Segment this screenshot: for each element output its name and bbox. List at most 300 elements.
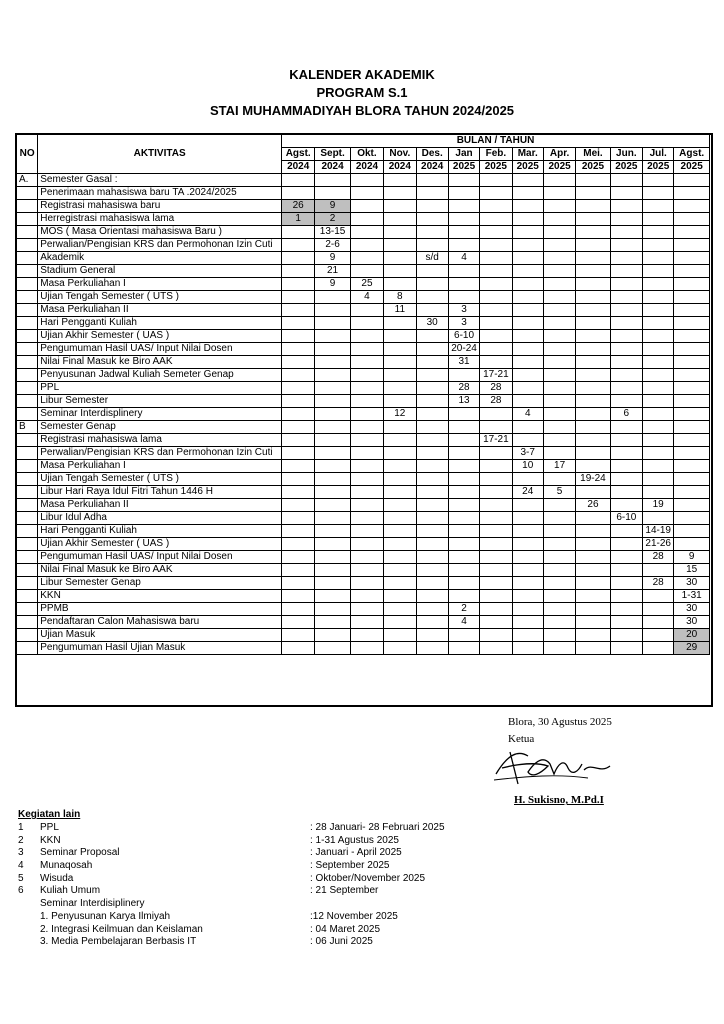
date-cell — [576, 265, 610, 278]
date-cell — [282, 473, 315, 486]
date-cell — [350, 213, 383, 226]
date-cell — [416, 200, 448, 213]
table-row — [17, 291, 710, 304]
table-row — [17, 525, 710, 538]
date-cell: 2-6 — [315, 239, 350, 252]
date-cell — [674, 239, 710, 252]
date-cell: 14-19 — [643, 525, 674, 538]
date-cell: 26 — [576, 499, 610, 512]
year-label: 2025 — [480, 161, 512, 174]
date-cell — [448, 486, 479, 499]
header-no: NO — [17, 135, 38, 174]
date-cell — [384, 473, 416, 486]
date-cell — [576, 460, 610, 473]
month-label: Nov. — [384, 148, 416, 161]
date-cell: 6-10 — [448, 330, 479, 343]
date-cell — [543, 603, 575, 616]
date-cell — [480, 564, 512, 577]
date-cell — [643, 317, 674, 330]
date-cell — [282, 265, 315, 278]
date-cell — [350, 265, 383, 278]
date-cell — [480, 629, 512, 642]
date-cell — [350, 629, 383, 642]
date-cell — [350, 421, 383, 434]
date-cell — [512, 551, 543, 564]
date-cell — [576, 577, 610, 590]
date-cell — [610, 317, 642, 330]
date-cell — [480, 473, 512, 486]
date-cell — [512, 616, 543, 629]
date-cell — [350, 434, 383, 447]
date-cell — [350, 330, 383, 343]
date-cell: 29 — [674, 642, 710, 655]
date-cell — [416, 551, 448, 564]
date-cell — [480, 603, 512, 616]
month-label: Feb. — [480, 148, 512, 161]
date-cell — [282, 460, 315, 473]
table-row — [17, 447, 710, 460]
date-cell — [643, 265, 674, 278]
date-cell: 25 — [350, 278, 383, 291]
date-cell — [282, 252, 315, 265]
date-cell — [282, 603, 315, 616]
date-cell — [416, 434, 448, 447]
date-cell — [448, 421, 479, 434]
date-cell — [480, 590, 512, 603]
year-label: 2025 — [610, 161, 642, 174]
list-item — [18, 910, 398, 924]
date-cell — [282, 239, 315, 252]
list-item — [18, 847, 402, 860]
date-cell — [643, 382, 674, 395]
activity-label: Registrasi mahasiswa lama — [38, 434, 282, 447]
table-row — [17, 551, 710, 564]
date-cell — [480, 616, 512, 629]
row-number — [17, 239, 38, 252]
date-cell — [282, 330, 315, 343]
date-cell — [674, 473, 710, 486]
date-cell — [416, 304, 448, 317]
date-cell — [315, 291, 350, 304]
date-cell — [643, 369, 674, 382]
activity-label: Masa Perkuliahan II — [38, 499, 282, 512]
date-cell — [384, 330, 416, 343]
date-cell — [448, 499, 479, 512]
table-row — [17, 356, 710, 369]
activity-label: Registrasi mahasiswa baru — [38, 200, 282, 213]
activity-label: Masa Perkuliahan II — [38, 304, 282, 317]
date-cell — [543, 538, 575, 551]
date-cell: 4 — [448, 616, 479, 629]
date-cell — [512, 382, 543, 395]
date-cell — [643, 564, 674, 577]
date-cell: 10 — [512, 460, 543, 473]
date-cell: s/d — [416, 252, 448, 265]
date-cell — [282, 577, 315, 590]
date-cell — [350, 486, 383, 499]
date-cell: 9 — [674, 551, 710, 564]
month-label: Jan — [448, 148, 479, 161]
date-cell — [480, 447, 512, 460]
row-number — [17, 187, 38, 200]
date-cell — [643, 460, 674, 473]
date-cell — [416, 538, 448, 551]
date-cell — [674, 174, 710, 187]
date-cell: 2 — [448, 603, 479, 616]
table-row — [17, 187, 710, 200]
date-cell — [543, 369, 575, 382]
date-cell — [643, 486, 674, 499]
table-row — [17, 239, 710, 252]
date-cell — [315, 460, 350, 473]
date-cell — [543, 278, 575, 291]
date-cell — [512, 213, 543, 226]
date-cell — [643, 408, 674, 421]
date-cell — [480, 252, 512, 265]
date-cell: 1-31 — [674, 590, 710, 603]
item-label: Wisuda — [40, 872, 74, 884]
list-item — [18, 936, 373, 949]
date-cell — [384, 187, 416, 200]
date-cell — [610, 200, 642, 213]
table-row — [17, 629, 710, 642]
row-number — [17, 551, 38, 564]
date-cell — [512, 291, 543, 304]
item-value: : Januari - April 2025 — [310, 847, 402, 859]
date-cell — [610, 577, 642, 590]
date-cell — [576, 291, 610, 304]
row-number — [17, 486, 38, 499]
date-cell — [480, 538, 512, 551]
date-cell — [416, 278, 448, 291]
row-number — [17, 616, 38, 629]
date-cell — [610, 603, 642, 616]
year-label: 2025 — [543, 161, 575, 174]
date-cell — [674, 447, 710, 460]
item-number: 3 — [18, 847, 24, 859]
date-cell — [576, 343, 610, 356]
list-item — [18, 923, 381, 937]
date-cell: 12 — [384, 408, 416, 421]
item-value: : September 2025 — [310, 860, 390, 872]
row-number — [17, 603, 38, 616]
date-cell — [543, 473, 575, 486]
date-cell — [315, 382, 350, 395]
date-cell — [448, 200, 479, 213]
date-cell — [480, 200, 512, 213]
date-cell — [282, 486, 315, 499]
date-cell: 9 — [315, 252, 350, 265]
date-cell — [448, 408, 479, 421]
date-cell — [643, 447, 674, 460]
date-cell — [543, 200, 575, 213]
date-cell — [384, 356, 416, 369]
date-cell: 13 — [448, 395, 479, 408]
date-cell: 30 — [674, 616, 710, 629]
date-cell — [448, 629, 479, 642]
month-label: Agst. — [674, 148, 710, 161]
date-cell — [384, 447, 416, 460]
date-cell — [350, 408, 383, 421]
activity-label: Penyusunan Jadwal Kuliah Semeter Genap — [38, 369, 282, 382]
date-cell — [643, 291, 674, 304]
row-number — [17, 564, 38, 577]
date-cell — [543, 213, 575, 226]
date-cell — [416, 291, 448, 304]
date-cell — [282, 382, 315, 395]
date-cell — [350, 642, 383, 655]
date-cell — [384, 629, 416, 642]
date-cell: 21 — [315, 265, 350, 278]
date-cell — [576, 304, 610, 317]
date-cell — [610, 421, 642, 434]
date-cell: 9 — [315, 278, 350, 291]
year-label: 2025 — [448, 161, 479, 174]
list-item — [18, 885, 379, 898]
table-row — [17, 434, 710, 447]
date-cell: 28 — [643, 551, 674, 564]
activity-label: Semester Gasal : — [38, 174, 282, 187]
date-cell — [610, 239, 642, 252]
date-cell: 17 — [543, 460, 575, 473]
date-cell — [416, 239, 448, 252]
date-cell — [610, 304, 642, 317]
date-cell — [512, 369, 543, 382]
date-cell — [350, 499, 383, 512]
date-cell — [512, 590, 543, 603]
date-cell — [674, 265, 710, 278]
date-cell — [610, 460, 642, 473]
date-cell — [674, 512, 710, 525]
date-cell — [576, 525, 610, 538]
date-cell — [643, 603, 674, 616]
date-cell — [543, 629, 575, 642]
date-cell — [350, 538, 383, 551]
activity-label: MOS ( Masa Orientasi mahasiswa Baru ) — [38, 226, 282, 239]
date-cell — [282, 226, 315, 239]
date-cell — [350, 525, 383, 538]
date-cell — [448, 434, 479, 447]
date-cell — [416, 421, 448, 434]
row-number — [17, 304, 38, 317]
date-cell — [674, 408, 710, 421]
date-cell — [610, 369, 642, 382]
date-cell — [610, 252, 642, 265]
date-cell — [610, 538, 642, 551]
date-cell — [576, 642, 610, 655]
date-cell — [315, 603, 350, 616]
date-cell — [512, 629, 543, 642]
activity-label: Perwalian/Pengisian KRS dan Permohonan Izin Cuti — [38, 239, 282, 252]
date-cell — [480, 486, 512, 499]
date-cell — [576, 330, 610, 343]
row-number — [17, 278, 38, 291]
date-cell — [480, 304, 512, 317]
date-cell — [416, 174, 448, 187]
activity-label: Ujian Akhir Semester ( UAS ) — [38, 330, 282, 343]
date-cell — [674, 330, 710, 343]
date-cell — [512, 278, 543, 291]
date-cell — [282, 616, 315, 629]
date-cell — [610, 291, 642, 304]
date-cell: 26 — [282, 200, 315, 213]
date-cell — [512, 239, 543, 252]
date-cell — [610, 265, 642, 278]
date-cell: 8 — [384, 291, 416, 304]
date-cell — [543, 252, 575, 265]
table-row — [17, 564, 710, 577]
date-cell — [543, 226, 575, 239]
date-cell — [480, 356, 512, 369]
date-cell — [674, 304, 710, 317]
date-cell — [643, 343, 674, 356]
row-number: B — [17, 421, 38, 434]
table-row — [17, 252, 710, 265]
table-row — [17, 213, 710, 226]
item-value: : 06 Juni 2025 — [310, 936, 373, 948]
date-cell — [416, 395, 448, 408]
date-cell — [674, 356, 710, 369]
row-number: A. — [17, 174, 38, 187]
date-cell — [610, 382, 642, 395]
date-cell — [643, 200, 674, 213]
date-cell — [416, 330, 448, 343]
date-cell — [512, 317, 543, 330]
date-cell — [576, 317, 610, 330]
item-label: 2. Integrasi Keilmuan dan Keislaman — [40, 923, 203, 935]
activity-label: Seminar Interdisplinery — [38, 408, 282, 421]
date-cell — [384, 421, 416, 434]
item-value: : 04 Maret 2025 — [310, 923, 381, 935]
date-cell — [350, 239, 383, 252]
date-cell — [448, 590, 479, 603]
date-cell — [674, 499, 710, 512]
date-cell — [512, 499, 543, 512]
date-cell — [576, 408, 610, 421]
date-cell — [416, 369, 448, 382]
date-cell — [384, 486, 416, 499]
section-row — [17, 421, 710, 434]
date-cell — [480, 460, 512, 473]
date-cell — [480, 174, 512, 187]
date-cell: 19-24 — [576, 473, 610, 486]
date-cell — [576, 278, 610, 291]
date-cell — [512, 434, 543, 447]
date-cell — [576, 616, 610, 629]
date-cell — [674, 317, 710, 330]
date-cell — [576, 187, 610, 200]
item-value: : Oktober/November 2025 — [310, 872, 426, 884]
date-cell — [512, 538, 543, 551]
date-cell: 6-10 — [610, 512, 642, 525]
date-cell — [674, 421, 710, 434]
date-cell: 28 — [448, 382, 479, 395]
date-cell — [480, 525, 512, 538]
date-cell — [576, 395, 610, 408]
date-cell — [643, 421, 674, 434]
date-cell — [643, 226, 674, 239]
year-label: 2024 — [416, 161, 448, 174]
date-cell — [543, 356, 575, 369]
date-cell — [543, 395, 575, 408]
row-number — [17, 200, 38, 213]
date-cell — [543, 499, 575, 512]
activity-label: Nilai Final Masuk ke Biro AAK — [38, 564, 282, 577]
date-cell — [315, 434, 350, 447]
row-number — [17, 291, 38, 304]
date-cell — [643, 356, 674, 369]
date-cell — [674, 213, 710, 226]
item-value: : 1-31 Agustus 2025 — [310, 834, 399, 846]
date-cell — [543, 525, 575, 538]
year-label: 2024 — [315, 161, 350, 174]
date-cell — [350, 460, 383, 473]
date-cell: 28 — [480, 395, 512, 408]
activity-label: Ujian Akhir Semester ( UAS ) — [38, 538, 282, 551]
date-cell — [384, 395, 416, 408]
activity-label: Perwalian/Pengisian KRS dan Permohonan Izin Cuti — [38, 447, 282, 460]
date-cell: 19 — [643, 499, 674, 512]
date-cell — [448, 525, 479, 538]
date-cell — [282, 317, 315, 330]
date-cell — [350, 252, 383, 265]
date-cell — [448, 512, 479, 525]
date-cell — [350, 590, 383, 603]
date-cell — [512, 525, 543, 538]
date-cell — [643, 434, 674, 447]
item-label: Munaqosah — [40, 860, 93, 872]
date-cell — [282, 512, 315, 525]
date-cell — [282, 434, 315, 447]
date-cell — [512, 200, 543, 213]
date-cell: 2 — [315, 213, 350, 226]
date-cell — [416, 564, 448, 577]
signer-name: H. Sukisno, M.Pd.I — [514, 794, 604, 806]
date-cell — [610, 343, 642, 356]
date-cell — [674, 278, 710, 291]
date-cell — [674, 525, 710, 538]
date-cell — [384, 369, 416, 382]
activity-label: Masa Perkuliahan I — [38, 278, 282, 291]
row-number — [17, 512, 38, 525]
date-cell — [512, 226, 543, 239]
item-label: 3. Media Pembelajaran Berbasis IT — [40, 936, 197, 948]
date-cell — [480, 226, 512, 239]
date-cell — [480, 512, 512, 525]
date-cell — [315, 590, 350, 603]
date-cell — [480, 408, 512, 421]
date-cell — [448, 473, 479, 486]
item-number: 1 — [18, 822, 24, 833]
date-cell — [315, 551, 350, 564]
table-row — [17, 278, 710, 291]
date-cell — [315, 486, 350, 499]
date-cell — [543, 577, 575, 590]
date-cell — [543, 434, 575, 447]
date-cell — [480, 577, 512, 590]
document-header — [0, 66, 724, 120]
date-cell — [416, 187, 448, 200]
date-cell: 13-15 — [315, 226, 350, 239]
date-cell — [610, 395, 642, 408]
date-cell — [416, 408, 448, 421]
date-cell — [576, 512, 610, 525]
item-number: 5 — [18, 872, 24, 884]
date-cell — [610, 187, 642, 200]
date-cell — [643, 252, 674, 265]
date-cell — [315, 421, 350, 434]
activity-label: Pengumuman Hasil UAS/ Input Nilai Dosen — [38, 343, 282, 356]
